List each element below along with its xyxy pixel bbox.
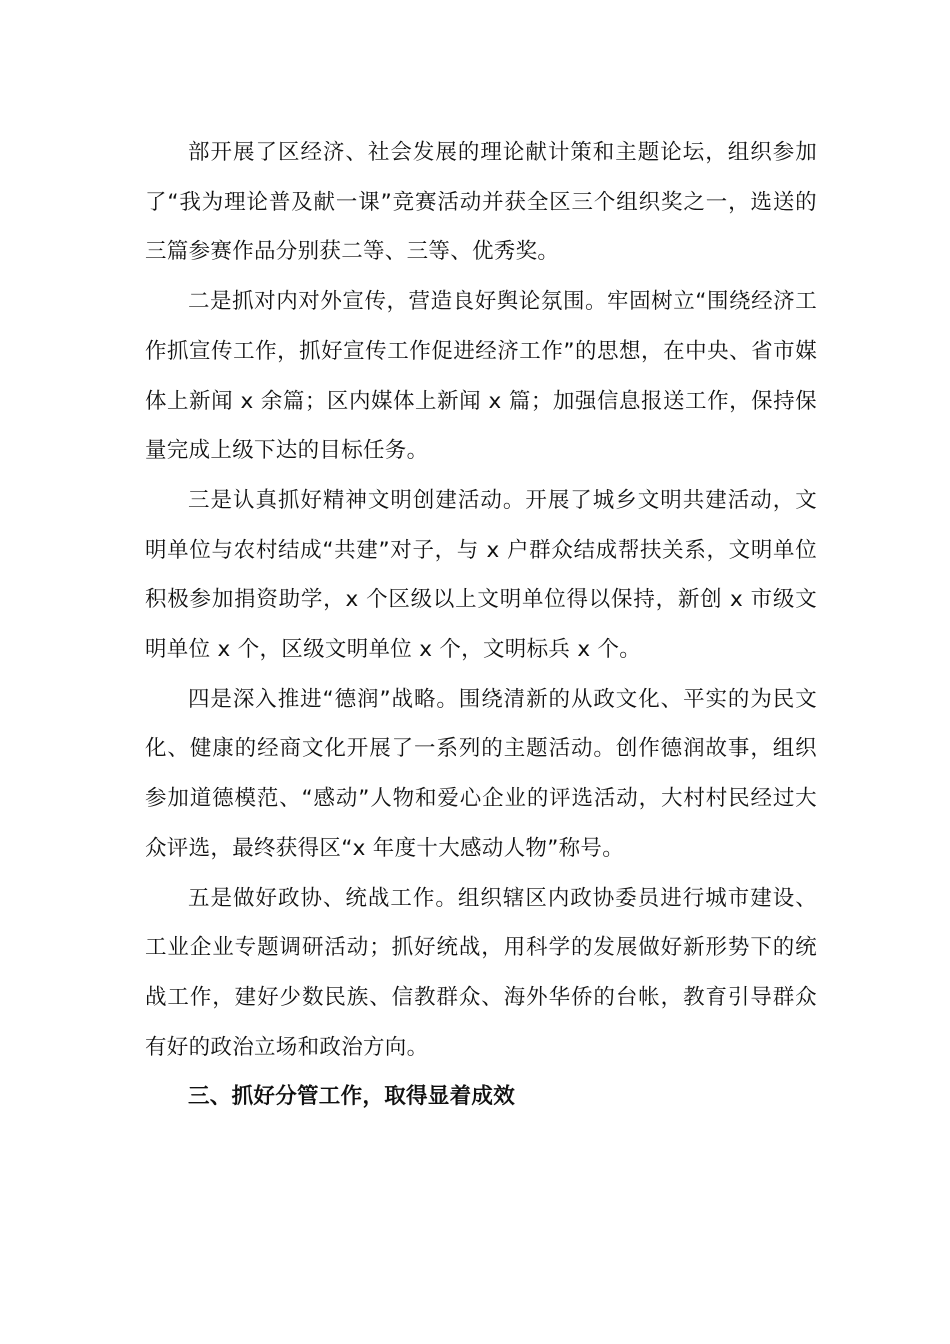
section-heading: 三、抓好分管工作，取得显着成效	[188, 1084, 516, 1110]
paragraph-publicity: 二是抓对内对外宣传，营造良好舆论氛围。牢固树立“围绕经济工作抓宣传工作，抓好宣传工作促进经济工作”的思想，在中央、省市媒体上新闻 x 余篇；区内媒体上新闻 x 篇；加强信息报送工作，保持保量完成上级下达的目标任务。	[145, 289, 817, 464]
paragraph-cppcc-united-front: 五是做好政协、统战工作。组织辖区内政协委员进行城市建设、工业企业专题调研活动；抓好统战，用科学的发展做好新形势下的统战工作，建好少数民族、信教群众、海外华侨的台帐，教育引导群众有好的政治立场和政治方向。	[145, 885, 817, 1060]
document-body	[145, 128, 817, 1122]
paragraph-civilization: 三是认真抓好精神文明创建活动。开展了城乡文明共建活动，文明单位与农村结成“共建”对子，与 x 户群众结成帮扶关系，文明单位积极参加捐资助学，x 个区级以上文明单位得以保持，新创 x 市级文明单位 x 个，区级文明单位 x 个，文明标兵 x 个。	[145, 487, 817, 663]
paragraph-derun-strategy: 四是深入推进“德润”战略。围绕清新的从政文化、平实的为民文化、健康的经商文化开展了一系列的主题活动。创作德润故事，组织参加道德模范、“感动”人物和爱心企业的评选活动，大村村民经过大众评选，最终获得区“x 年度十大感动人物”称号。	[145, 686, 817, 861]
paragraph-continuation: 部开展了区经济、社会发展的理论献计策和主题论坛，组织参加了“我为理论普及献一课”竞赛活动并获全区三个组织奖之一，选送的三篇参赛作品分别获二等、三等、优秀奖。	[145, 140, 817, 265]
